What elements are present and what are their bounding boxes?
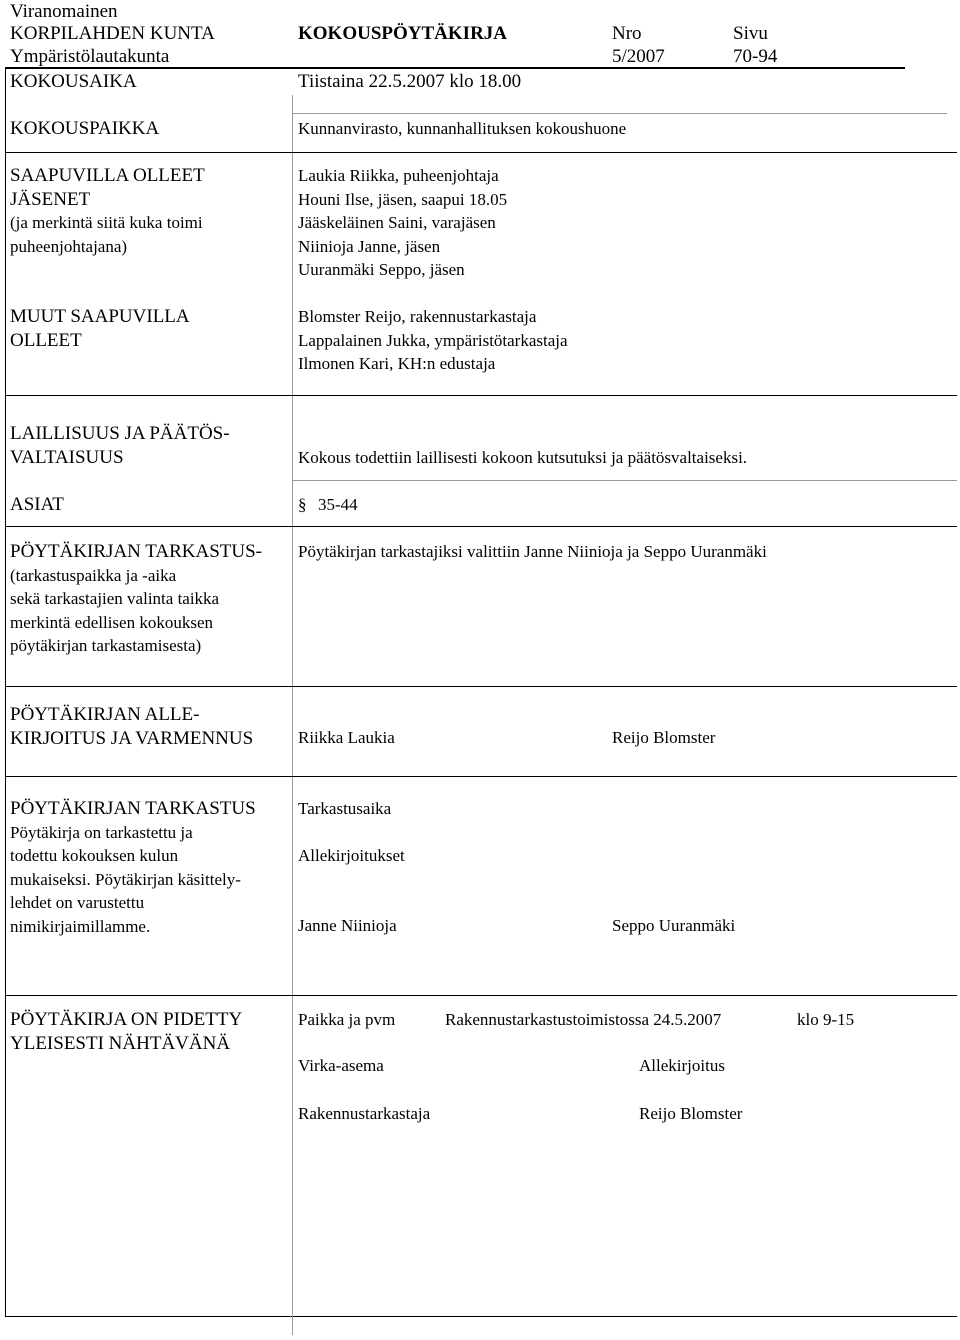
inspection-label-line: todettu kokouksen kulun — [10, 846, 179, 865]
frame-left — [5, 67, 6, 1317]
members-label-line: (ja merkintä siitä kuka toimi — [10, 213, 203, 232]
place-date-label: Paikka ja pvm — [298, 1010, 396, 1029]
members-label-line: JÄSENET — [10, 188, 91, 210]
review-label-line: pöytäkirjan tarkastamisesta) — [10, 636, 202, 655]
members-label-line: SAAPUVILLA OLLEET — [10, 165, 205, 186]
other-entry: Ilmonen Kari, KH:n edustaja — [298, 354, 496, 373]
frame-bottom — [5, 1316, 957, 1317]
inspection-label-line: PÖYTÄKIRJAN TARKASTUS — [10, 798, 256, 819]
members-list — [298, 164, 507, 282]
members-label-line: puheenjohtajana) — [10, 236, 128, 256]
matters-label: ASIAT — [10, 494, 64, 515]
rule-inspection — [5, 995, 957, 996]
inspection-label-line: mukaiseksi. Pöytäkirjan käsittely- — [10, 869, 241, 889]
section-symbol: § — [298, 495, 307, 514]
member-entry: Houni Ilse, jäsen, saapui 18.05 — [298, 189, 508, 209]
legality-label-line: VALTAISUUS — [10, 446, 124, 468]
page-label: Sivu — [733, 23, 768, 44]
inspection-time-label: Tarkastusaika — [298, 799, 392, 818]
legality-statement: Kokous todettiin laillisesti kokoon kutsutuksi ja päätösvaltaiseksi. — [298, 448, 748, 467]
others-label-line: OLLEET — [10, 329, 82, 351]
member-entry: Laukia Riikka, puheenjohtaja — [298, 166, 499, 185]
member-entry: Jääskeläinen Saini, varajäsen — [298, 213, 496, 232]
rule-signing — [5, 776, 957, 777]
legality-label — [10, 422, 230, 469]
inspector-2: Seppo Uuranmäki — [612, 916, 736, 935]
position-label: Virka-asema — [298, 1056, 384, 1075]
municipality-name: KORPILAHDEN KUNTA — [10, 23, 215, 44]
public-label — [10, 1008, 242, 1055]
legality-label-line: LAILLISUUS JA PÄÄTÖS- — [10, 423, 230, 444]
meeting-place-value: Kunnanvirasto, kunnanhallituksen kokoushuone — [298, 119, 627, 138]
signature-value: Reijo Blomster — [639, 1104, 743, 1123]
inspection-label-line: lehdet on varustettu — [10, 893, 145, 912]
rule-time — [292, 113, 947, 114]
place-date-value: Rakennustarkastustoimistossa 24.5.2007 — [445, 1010, 722, 1029]
inspection-signatures-label: Allekirjoitukset — [298, 846, 405, 865]
rule-review — [5, 686, 957, 687]
rule-place — [5, 152, 957, 153]
others-list — [298, 305, 568, 376]
public-label-line: YLEISESTI NÄHTÄVÄNÄ — [10, 1032, 231, 1054]
signer-chair: Riikka Laukia — [298, 728, 395, 747]
meeting-time-value: Tiistaina 22.5.2007 klo 18.00 — [298, 71, 522, 92]
other-entry: Lappalainen Jukka, ympäristötarkastaja — [298, 330, 568, 350]
others-label-line: MUUT SAAPUVILLA — [10, 306, 190, 327]
inspector-1: Janne Niinioja — [298, 916, 397, 935]
member-entry: Uuranmäki Seppo, jäsen — [298, 260, 465, 279]
signing-label-line: KIRJOITUS JA VARMENNUS — [10, 727, 254, 749]
inspection-label — [10, 797, 256, 938]
review-label-line: (tarkastuspaikka ja -aika — [10, 565, 177, 585]
board-name: Ympäristölautakunta — [10, 46, 170, 67]
review-label — [10, 540, 262, 658]
rule-others — [5, 395, 957, 396]
inspection-label-line: Pöytäkirja on tarkastettu ja — [10, 822, 193, 842]
review-label-line: merkintä edellisen kokouksen — [10, 612, 214, 632]
inspection-label-line: nimikirjaimillamme. — [10, 916, 151, 936]
nro-label: Nro — [612, 23, 642, 44]
nro-value: 5/2007 — [612, 46, 665, 67]
document-title: KOKOUSPÖYTÄKIRJA — [298, 23, 508, 44]
signing-label — [10, 703, 253, 750]
public-label-line: PÖYTÄKIRJA ON PIDETTY — [10, 1009, 243, 1030]
member-entry: Niinioja Janne, jäsen — [298, 236, 441, 256]
meeting-place-label: KOKOUSPAIKKA — [10, 118, 160, 139]
signing-label-line: PÖYTÄKIRJAN ALLE- — [10, 704, 200, 725]
review-label-line: PÖYTÄKIRJAN TARKASTUS- — [10, 541, 263, 562]
other-entry: Blomster Reijo, rakennustarkastaja — [298, 307, 537, 326]
display-time: klo 9-15 — [797, 1010, 855, 1029]
rule-matters — [5, 526, 957, 527]
rule-legality — [292, 480, 957, 481]
review-value: Pöytäkirjan tarkastajiksi valittiin Janne Niinioja ja Seppo Uuranmäki — [298, 542, 767, 561]
review-label-line: sekä tarkastajien valinta taikka — [10, 589, 220, 608]
position-value: Rakennustarkastaja — [298, 1104, 431, 1123]
others-label — [10, 305, 190, 352]
column-divider — [292, 95, 293, 1335]
members-label — [10, 164, 205, 258]
authority-label: Viranomainen — [10, 1, 118, 22]
matters-value: 35-44 — [318, 495, 358, 514]
signer-secretary: Reijo Blomster — [612, 728, 716, 747]
meeting-time-label: KOKOUSAIKA — [10, 71, 137, 92]
signature-label: Allekirjoitus — [639, 1056, 725, 1075]
page-value: 70-94 — [733, 46, 778, 67]
